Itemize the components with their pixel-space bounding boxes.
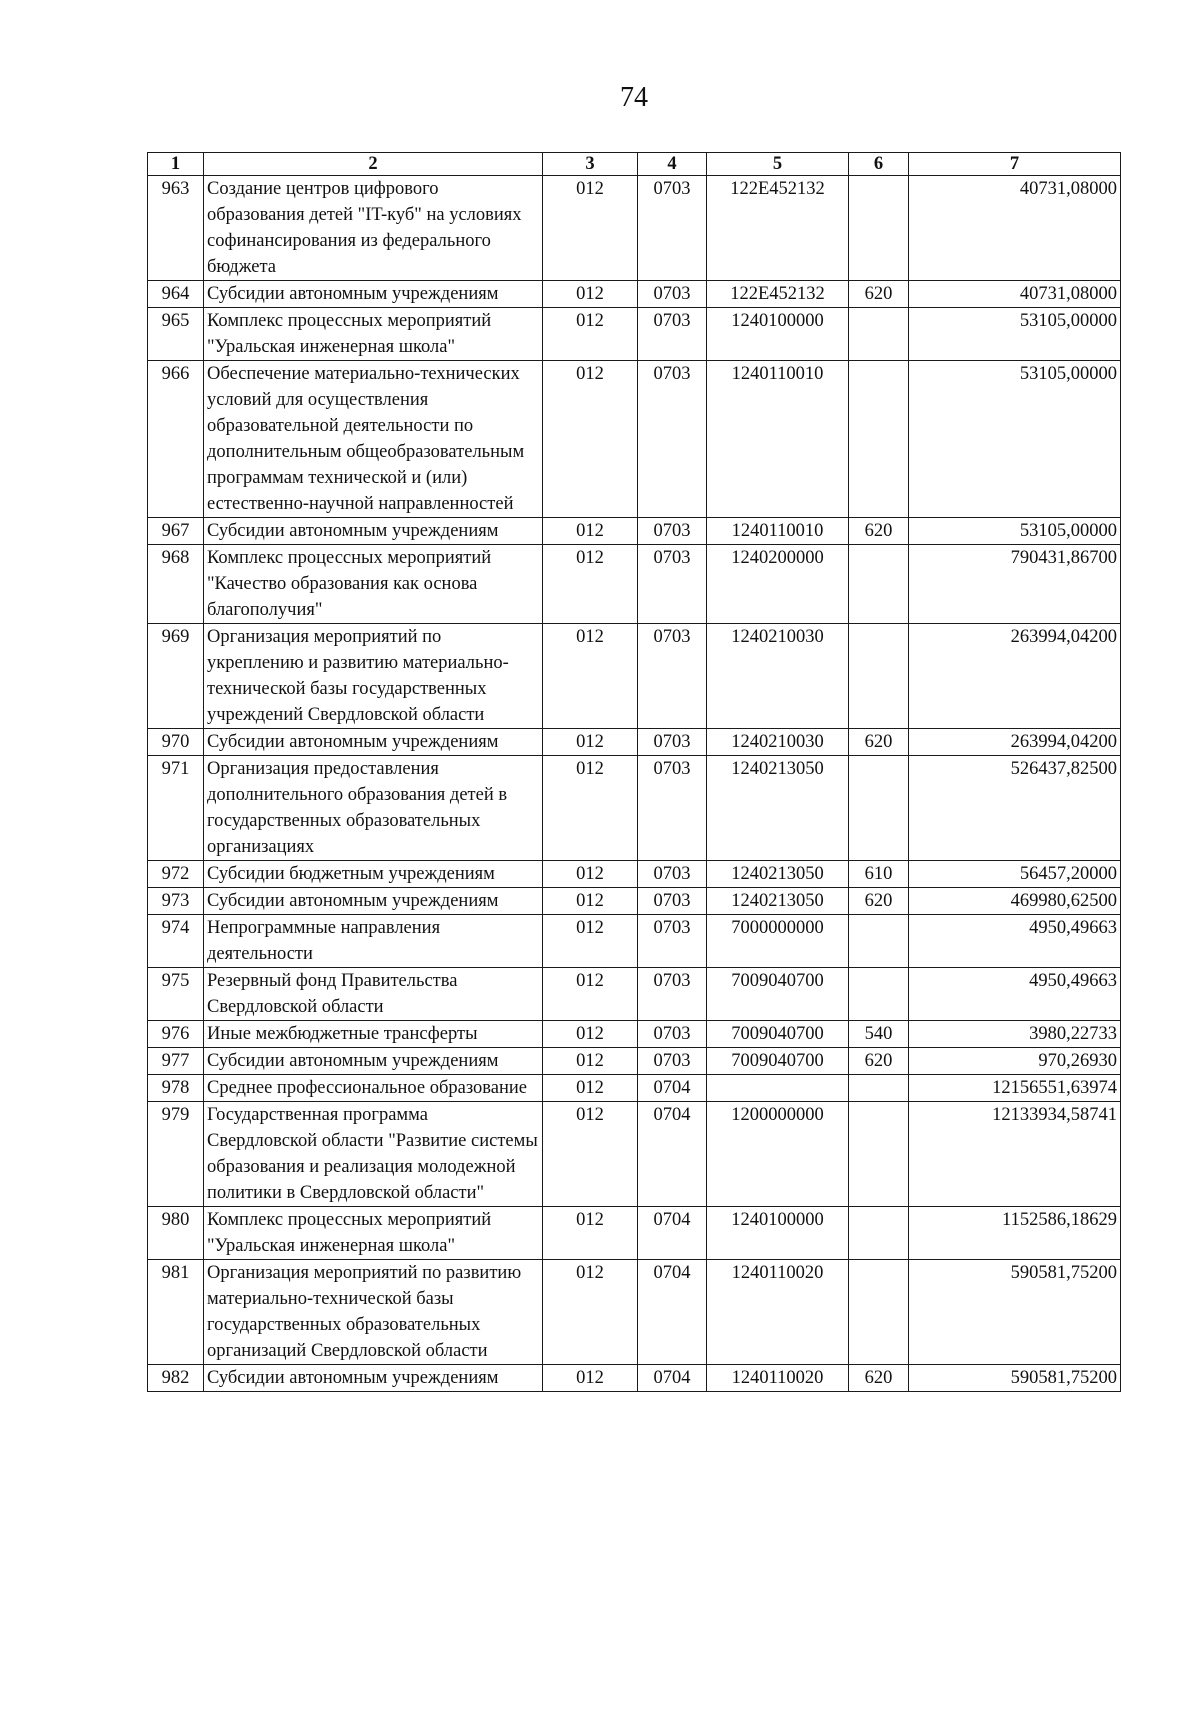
row-target-code: 1200000000 [707, 1102, 849, 1207]
page-number: 74 [620, 82, 648, 113]
row-target-code: 7009040700 [707, 968, 849, 1021]
table-row [148, 1048, 1121, 1075]
row-number: 980 [148, 1207, 204, 1260]
row-target-code: 1240210030 [707, 729, 849, 756]
row-admin-code: 012 [543, 281, 638, 308]
row-section-code: 0703 [638, 888, 707, 915]
row-target-code [707, 1075, 849, 1102]
row-amount: 56457,20000 [909, 861, 1121, 888]
row-expense-type: 610 [849, 861, 909, 888]
row-amount: 40731,08000 [909, 281, 1121, 308]
row-target-code: 7000000000 [707, 915, 849, 968]
row-number: 982 [148, 1365, 204, 1392]
row-number: 967 [148, 518, 204, 545]
table-row [148, 545, 1121, 624]
row-name: Государственная программа Свердловской области "Развитие системы образования и реализация молодежной политики в Свердловской области" [204, 1102, 543, 1207]
row-target-code: 1240210030 [707, 624, 849, 729]
row-number: 964 [148, 281, 204, 308]
table-header [148, 153, 1121, 176]
row-name: Комплекс процессных мероприятий "Уральская инженерная школа" [204, 308, 543, 361]
row-section-code: 0704 [638, 1365, 707, 1392]
row-admin-code: 012 [543, 624, 638, 729]
row-expense-type [849, 308, 909, 361]
header-col-5: 5 [707, 153, 849, 176]
row-section-code: 0703 [638, 281, 707, 308]
table-row [148, 281, 1121, 308]
row-expense-type: 620 [849, 281, 909, 308]
row-name: Непрограммные направления деятельности [204, 915, 543, 968]
row-expense-type [849, 361, 909, 518]
row-target-code: 1240100000 [707, 1207, 849, 1260]
row-amount: 3980,22733 [909, 1021, 1121, 1048]
row-amount: 53105,00000 [909, 308, 1121, 361]
row-amount: 970,26930 [909, 1048, 1121, 1075]
row-target-code: 122E452132 [707, 281, 849, 308]
row-admin-code: 012 [543, 308, 638, 361]
row-name: Комплекс процессных мероприятий "Качество образования как основа благополучия" [204, 545, 543, 624]
row-name: Создание центров цифрового образования детей "IT-куб" на условиях софинансирования из федерального бюджета [204, 176, 543, 281]
row-expense-type: 620 [849, 1365, 909, 1392]
row-amount: 790431,86700 [909, 545, 1121, 624]
row-target-code: 1240213050 [707, 756, 849, 861]
table-body [148, 176, 1121, 1392]
row-section-code: 0704 [638, 1207, 707, 1260]
row-expense-type [849, 1075, 909, 1102]
row-amount: 53105,00000 [909, 518, 1121, 545]
header-col-7: 7 [909, 153, 1121, 176]
row-name: Организация мероприятий по укреплению и развитию материально-технической базы государственных учреждений Свердловской области [204, 624, 543, 729]
row-section-code: 0703 [638, 624, 707, 729]
row-section-code: 0704 [638, 1075, 707, 1102]
row-expense-type: 620 [849, 729, 909, 756]
row-expense-type [849, 1207, 909, 1260]
row-amount: 263994,04200 [909, 729, 1121, 756]
row-name: Обеспечение материально-технических условий для осуществления образовательной деятельности по дополнительным общеобразовательным программам технической и (или) естественно-научной направленностей [204, 361, 543, 518]
row-amount: 590581,75200 [909, 1365, 1121, 1392]
row-target-code: 1240110020 [707, 1260, 849, 1365]
row-admin-code: 012 [543, 518, 638, 545]
row-section-code: 0703 [638, 545, 707, 624]
table-row [148, 1260, 1121, 1365]
row-section-code: 0703 [638, 756, 707, 861]
row-admin-code: 012 [543, 915, 638, 968]
table-row [148, 888, 1121, 915]
table-row [148, 1207, 1121, 1260]
row-amount: 53105,00000 [909, 361, 1121, 518]
table-row [148, 518, 1121, 545]
row-admin-code: 012 [543, 756, 638, 861]
row-section-code: 0703 [638, 968, 707, 1021]
row-name: Иные межбюджетные трансферты [204, 1021, 543, 1048]
row-target-code: 7009040700 [707, 1021, 849, 1048]
row-number: 976 [148, 1021, 204, 1048]
row-admin-code: 012 [543, 1021, 638, 1048]
row-target-code: 7009040700 [707, 1048, 849, 1075]
row-admin-code: 012 [543, 1048, 638, 1075]
header-col-1: 1 [148, 153, 204, 176]
table-row [148, 756, 1121, 861]
table-row [148, 861, 1121, 888]
row-target-code: 1240100000 [707, 308, 849, 361]
header-row [148, 153, 1121, 176]
row-section-code: 0703 [638, 518, 707, 545]
row-number: 978 [148, 1075, 204, 1102]
row-admin-code: 012 [543, 1365, 638, 1392]
row-target-code: 1240200000 [707, 545, 849, 624]
row-section-code: 0703 [638, 308, 707, 361]
row-expense-type: 620 [849, 888, 909, 915]
row-admin-code: 012 [543, 1207, 638, 1260]
row-name: Субсидии автономным учреждениям [204, 1048, 543, 1075]
row-name: Субсидии автономным учреждениям [204, 1365, 543, 1392]
row-expense-type [849, 176, 909, 281]
table-row [148, 1021, 1121, 1048]
header-col-2: 2 [204, 153, 543, 176]
row-expense-type [849, 915, 909, 968]
row-admin-code: 012 [543, 861, 638, 888]
row-name: Резервный фонд Правительства Свердловской области [204, 968, 543, 1021]
row-number: 979 [148, 1102, 204, 1207]
table-row [148, 729, 1121, 756]
row-number: 968 [148, 545, 204, 624]
row-expense-type: 620 [849, 1048, 909, 1075]
row-section-code: 0703 [638, 915, 707, 968]
row-name: Субсидии бюджетным учреждениям [204, 861, 543, 888]
row-number: 973 [148, 888, 204, 915]
row-number: 963 [148, 176, 204, 281]
row-expense-type: 620 [849, 518, 909, 545]
table-row [148, 624, 1121, 729]
row-amount: 526437,82500 [909, 756, 1121, 861]
row-section-code: 0704 [638, 1102, 707, 1207]
row-name: Среднее профессиональное образование [204, 1075, 543, 1102]
row-name: Организация предоставления дополнительного образования детей в государственных образовательных организациях [204, 756, 543, 861]
table-row [148, 1365, 1121, 1392]
row-expense-type [849, 545, 909, 624]
row-admin-code: 012 [543, 888, 638, 915]
row-admin-code: 012 [543, 968, 638, 1021]
row-number: 971 [148, 756, 204, 861]
row-expense-type [849, 1260, 909, 1365]
row-name: Субсидии автономным учреждениям [204, 518, 543, 545]
row-number: 974 [148, 915, 204, 968]
row-amount: 40731,08000 [909, 176, 1121, 281]
row-amount: 1152586,18629 [909, 1207, 1121, 1260]
table-row [148, 915, 1121, 968]
row-name: Субсидии автономным учреждениям [204, 281, 543, 308]
row-admin-code: 012 [543, 176, 638, 281]
row-amount: 4950,49663 [909, 968, 1121, 1021]
row-expense-type [849, 756, 909, 861]
table-row [148, 1102, 1121, 1207]
budget-table [147, 152, 1121, 1392]
row-name: Комплекс процессных мероприятий "Уральская инженерная школа" [204, 1207, 543, 1260]
row-number: 977 [148, 1048, 204, 1075]
row-admin-code: 012 [543, 1260, 638, 1365]
row-name: Субсидии автономным учреждениям [204, 888, 543, 915]
row-section-code: 0703 [638, 1021, 707, 1048]
row-amount: 590581,75200 [909, 1260, 1121, 1365]
row-section-code: 0703 [638, 729, 707, 756]
row-target-code: 1240110010 [707, 518, 849, 545]
row-expense-type [849, 968, 909, 1021]
row-expense-type [849, 624, 909, 729]
row-number: 966 [148, 361, 204, 518]
header-col-6: 6 [849, 153, 909, 176]
row-number: 969 [148, 624, 204, 729]
row-target-code: 1240213050 [707, 888, 849, 915]
row-section-code: 0703 [638, 361, 707, 518]
row-admin-code: 012 [543, 361, 638, 518]
row-expense-type [849, 1102, 909, 1207]
header-col-3: 3 [543, 153, 638, 176]
row-target-code: 1240213050 [707, 861, 849, 888]
row-section-code: 0703 [638, 176, 707, 281]
table-row [148, 176, 1121, 281]
row-name: Субсидии автономным учреждениям [204, 729, 543, 756]
row-section-code: 0703 [638, 1048, 707, 1075]
row-admin-code: 012 [543, 1075, 638, 1102]
row-admin-code: 012 [543, 1102, 638, 1207]
row-number: 975 [148, 968, 204, 1021]
row-number: 981 [148, 1260, 204, 1365]
row-section-code: 0704 [638, 1260, 707, 1365]
row-amount: 4950,49663 [909, 915, 1121, 968]
row-amount: 12133934,58741 [909, 1102, 1121, 1207]
row-target-code: 1240110010 [707, 361, 849, 518]
row-amount: 12156551,63974 [909, 1075, 1121, 1102]
row-admin-code: 012 [543, 545, 638, 624]
row-number: 970 [148, 729, 204, 756]
row-admin-code: 012 [543, 729, 638, 756]
row-name: Организация мероприятий по развитию материально-технической базы государственных образовательных организаций Свердловской области [204, 1260, 543, 1365]
table-row [148, 968, 1121, 1021]
header-col-4: 4 [638, 153, 707, 176]
row-expense-type: 540 [849, 1021, 909, 1048]
table-row [148, 308, 1121, 361]
row-amount: 469980,62500 [909, 888, 1121, 915]
row-number: 965 [148, 308, 204, 361]
row-number: 972 [148, 861, 204, 888]
table-row [148, 1075, 1121, 1102]
row-target-code: 122E452132 [707, 176, 849, 281]
row-section-code: 0703 [638, 861, 707, 888]
row-target-code: 1240110020 [707, 1365, 849, 1392]
row-amount: 263994,04200 [909, 624, 1121, 729]
table-row [148, 361, 1121, 518]
